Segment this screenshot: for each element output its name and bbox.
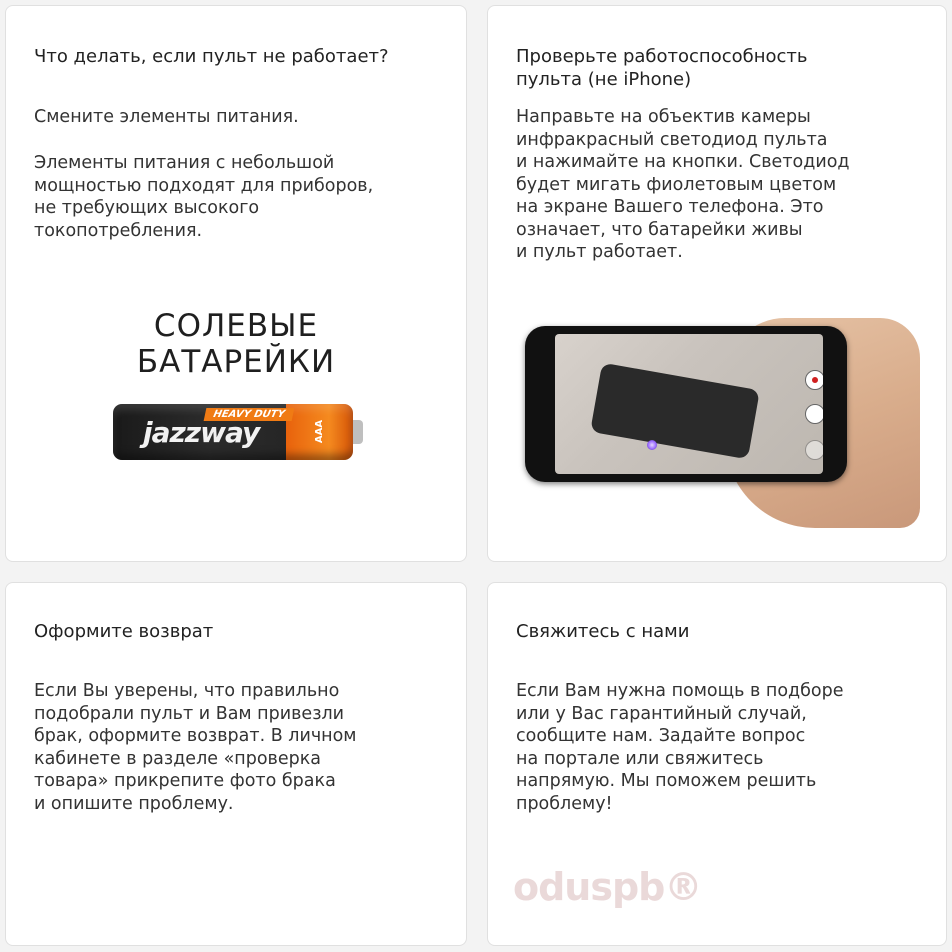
card4-paragraph-1: Если Вам нужна помощь в подборе или у Вас гарантийный случай, сообщите нам. Задайте вопрос на портале или свяжитесь напрямую. Мы поможем решить проблему!: [516, 681, 844, 814]
phone-image: [525, 326, 847, 482]
battery-size-label: AAA: [314, 419, 326, 444]
remote-in-view: [590, 363, 760, 460]
switch-camera-icon: [805, 440, 823, 460]
battery-band-label: HEAVY DUTY: [204, 408, 295, 421]
ir-led-glow: [647, 440, 657, 450]
card3-paragraph-1: Если Вы уверены, что правильно подобрали пульт и Вам привезли брак, оформите возврат. В личном кабинете в разделе «проверка товара» прикрепите фото брака и опишите проблему.: [34, 681, 357, 814]
camera-controls: [805, 348, 823, 474]
card2-paragraph-1: Направьте на объектив камеры инфракрасный светодиод пульта и нажимайте на кнопки. Светодиод будет мигать фиолетовым цветом на экране Вашего телефона. Это означает, что батарейки живы и пульт работает.: [516, 107, 850, 262]
card4-title: Свяжитесь с нами: [516, 621, 690, 642]
phone-screen: [555, 334, 823, 474]
battery-tip: [353, 420, 363, 444]
record-icon: [805, 370, 823, 390]
card1-paragraph-2: Элементы питания с небольшой мощностью подходят для приборов, не требующих высокого токопотребления.: [34, 153, 374, 241]
card-contact-us: [487, 582, 947, 946]
battery-brand-logo: jazzway: [143, 416, 260, 449]
camera-icon: [805, 404, 823, 424]
card-check-remote: [487, 5, 947, 562]
card-return: [5, 582, 467, 946]
card2-title: Проверьте работоспособность пульта (не iPhone): [516, 46, 808, 90]
phone-camera-image: [525, 318, 920, 528]
card1-title: Что делать, если пульт не работает?: [34, 46, 389, 67]
battery-image: [113, 402, 363, 462]
card-remote-not-working: [5, 5, 467, 562]
card3-title: Оформите возврат: [34, 621, 214, 642]
card1-paragraph-1: Смените элементы питания.: [34, 107, 299, 127]
watermark-logo: oduspb®: [513, 865, 702, 909]
salt-batteries-label: СОЛЕВЫЕ БАТАРЕЙКИ: [136, 308, 336, 380]
